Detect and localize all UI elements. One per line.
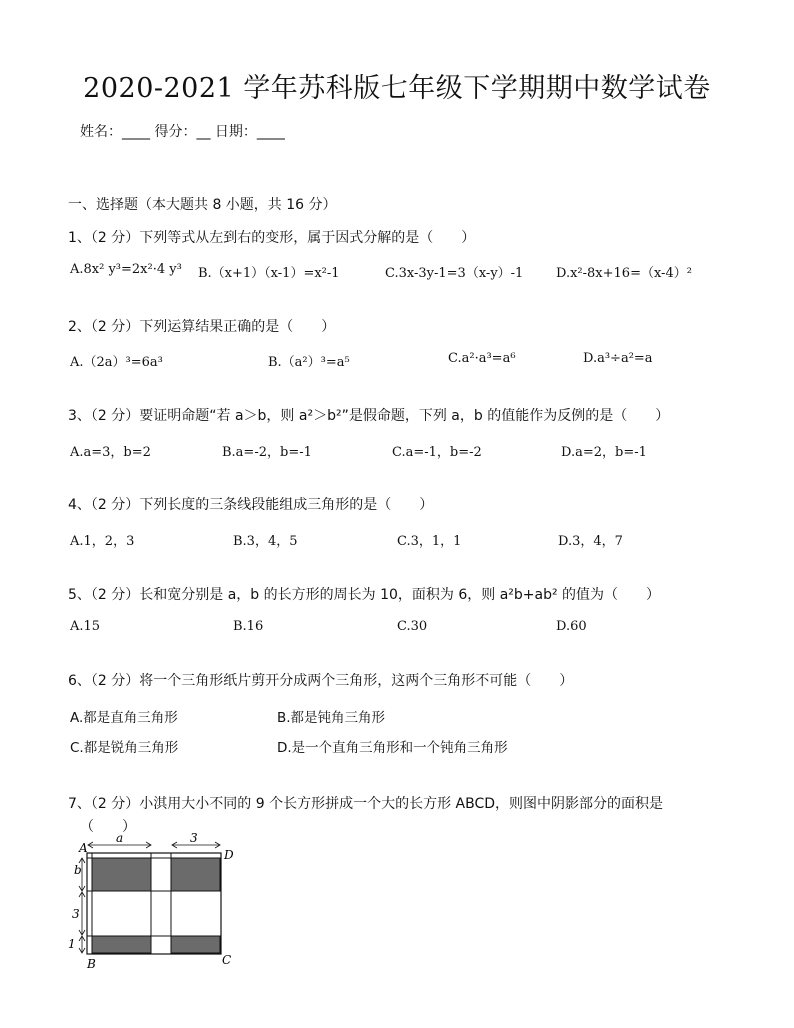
question-3-stem: 3、（2 分）要证明命题“若 a＞b，则 a²＞b²”是假命题，下列 a，b 的值能作为反例的是（ ） [68, 408, 670, 424]
shaded-rect-top-right [171, 858, 220, 891]
q4-option-a: A.1，2，3 [70, 534, 135, 549]
q6-option-d: D.是一个直角三角形和一个钝角三角形 [277, 740, 508, 756]
question-7-stem: 7、（2 分）小淇用大小不同的 9 个长方形拼成一个大的长方形 ABCD，则图中阴影部分的面积是 [68, 796, 664, 812]
label-b-dimension: b [74, 863, 82, 877]
shaded-rect-bottom-right [171, 936, 220, 953]
label-vertex-a: A [79, 841, 88, 855]
q3-option-d: D.a=2，b=-1 [561, 445, 647, 460]
q6-option-b: B.都是钝角三角形 [277, 710, 386, 726]
question-1-stem: 1、（2 分）下列等式从左到右的变形，属于因式分解的是（ ） [68, 230, 476, 246]
label-vertex-d: D [224, 848, 234, 862]
q6-option-c: C.都是锐角三角形 [70, 740, 179, 756]
q2-option-c: C.a²·a³=a⁶ [448, 351, 516, 366]
rectangle-abcd-figure [68, 832, 248, 972]
q1-option-a: A.8x² y³=2x²·4 y³ [70, 262, 182, 277]
question-6-stem: 6、（2 分）将一个三角形纸片剪开分成两个三角形，这两个三角形不可能（ ） [68, 673, 574, 689]
section-heading: 一、选择题（本大题共 8 小题，共 16 分） [68, 197, 337, 213]
q5-option-b: B.16 [233, 619, 264, 634]
student-info-line: 姓名：____ 得分：__ 日期：____ [80, 124, 285, 140]
label-1-left: 1 [68, 937, 76, 951]
q5-option-a: A.15 [70, 619, 101, 634]
q5-option-c: C.30 [397, 619, 428, 634]
q4-option-b: B.3，4，5 [233, 534, 298, 549]
label-vertex-b: B [87, 957, 96, 971]
label-a-dimension: a [116, 832, 124, 845]
question-5-stem: 5、（2 分）长和宽分别是 a，b 的长方形的周长为 10，面积为 6，则 a²b+ab² 的值为（ ） [68, 587, 661, 603]
q1-option-d: D.x²-8x+16=（x-4）² [556, 266, 692, 281]
q4-option-d: D.3，4，7 [558, 534, 623, 549]
q2-option-a: A.（2a）³=6a³ [70, 355, 163, 370]
label-vertex-c: C [222, 953, 232, 967]
q6-option-a: A.都是直角三角形 [70, 710, 178, 726]
q1-option-b: B.（x+1）（x-1）=x²-1 [198, 266, 340, 281]
shaded-rect-top-left [92, 858, 151, 891]
q4-option-c: C.3，1，1 [397, 534, 462, 549]
question-2-stem: 2、（2 分）下列运算结果正确的是（ ） [68, 319, 336, 335]
q2-option-b: B.（a²）³=a⁵ [268, 355, 350, 370]
label-3-top: 3 [190, 832, 198, 845]
q2-option-d: D.a³÷a²=a [583, 351, 653, 366]
q3-option-b: B.a=-2，b=-1 [222, 445, 312, 460]
shaded-rect-bottom-left [92, 936, 151, 953]
q5-option-d: D.60 [556, 619, 587, 634]
label-3-left: 3 [72, 907, 80, 921]
question-7-stem-cont: （ ） [80, 819, 136, 835]
q3-option-a: A.a=3，b=2 [70, 445, 151, 460]
question-4-stem: 4、（2 分）下列长度的三条线段能组成三角形的是（ ） [68, 497, 434, 513]
q1-option-c: C.3x-3y-1=3（x-y）-1 [385, 266, 524, 281]
q3-option-c: C.a=-1，b=-2 [392, 445, 482, 460]
exam-title: 2020-2021 学年苏科版七年级下学期期中数学试卷 [83, 73, 711, 104]
